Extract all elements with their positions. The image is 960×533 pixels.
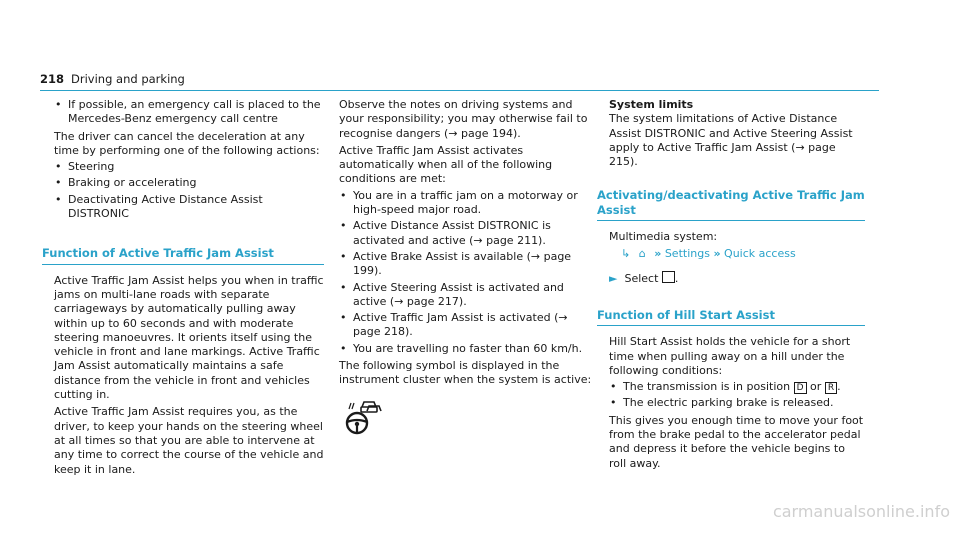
- multimedia-label: Multimedia system:: [609, 230, 718, 244]
- symbol-intro-text: The following symbol is displayed in the instrument cluster when the system is active:: [339, 359, 592, 387]
- chevron-right-icon: »: [654, 247, 662, 261]
- function-description: Active Traffic Jam Assist helps you when in traffic jams on multi-lane roads with separate carriageways by automatically pulling away within up to 60 seconds and with moderate steering manoeuvres. It orients itself using the vehicle in front and lane markings. Active Traffic Jam Assist automatically maintains a safe distance from the vehicle in front and vehicles cutting in.: [54, 273, 324, 402]
- driver-requirement-text: Active Traffic Jam Assist requires you, as the driver, to keep your hands on the steering wheel at all times so that you are able to intervene at any time to correct the course of the vehicle and keep it in lane.: [54, 405, 324, 476]
- condition-steering-assist: • Active Steering Assist is activated and active (→ page 217).: [339, 281, 596, 310]
- heading-hill-start-assist: Function of Hill Start Assist: [597, 308, 865, 326]
- menu-path: [609, 247, 865, 261]
- hill-condition-transmission: • The transmission is in position D or R .: [609, 380, 865, 394]
- list-item-steering: • Steering: [54, 160, 324, 174]
- select-step: ► Select .: [609, 271, 679, 285]
- hill-start-time-text: This gives you enough time to move your foot from the brake pedal to the accelerator pedal and depress it before the vehicle begins to roll away.: [609, 413, 864, 470]
- system-limits-text: The system limitations of Active Distance Assist DISTRONIC and Active Steering Assist apply to Active Traffic Jam Assist (→ page 215).: [609, 112, 853, 169]
- hill-condition-parking-brake: • The electric parking brake is released.: [609, 396, 865, 410]
- key-r: R: [825, 382, 837, 394]
- column-1: [42, 98, 324, 477]
- system-limits-title: System limits: [609, 98, 694, 111]
- select-label: Select: [624, 271, 659, 285]
- list-item-deactivating: • Deactivating Active Distance Assist DISTRONIC: [54, 193, 324, 222]
- traffic-jam-assist-button-icon: [662, 271, 675, 283]
- condition-speed: • You are travelling no faster than 60 km/h.: [339, 342, 596, 356]
- watermark: carmanualsonline.info: [772, 502, 950, 521]
- chevron-right-icon: »: [713, 247, 721, 261]
- home-icon: ⌂: [638, 247, 646, 261]
- menu-settings: Settings: [664, 247, 710, 261]
- condition-traffic-jam: • You are in a traffic jam on a motorway or high-speed major road.: [339, 189, 596, 218]
- cancel-deceleration-text: The driver can cancel the deceleration at any time by performing one of the following actions:: [54, 129, 320, 157]
- menu-quick-access: Quick access: [724, 247, 796, 261]
- submenu-arrow-icon: ↳: [621, 247, 631, 261]
- hill-start-description: Hill Start Assist holds the vehicle for a short time when pulling away on a hill under the following conditions:: [609, 335, 851, 377]
- section-title: Driving and parking: [71, 72, 185, 86]
- observe-notes-text: Observe the notes on driving systems and your responsibility; you may otherwise fail to recognise dangers (→ page 194).: [339, 98, 588, 140]
- bullet-emergency-call: • If possible, an emergency call is placed to the Mercedes-Benz emergency call centre: [54, 98, 324, 127]
- heading-activating-deactivating: Activating/deactivating Active Traffic Jam Assist: [597, 188, 865, 221]
- list-item-braking: • Braking or accelerating: [54, 176, 324, 190]
- page-number: 218: [40, 72, 65, 86]
- condition-brake-assist: • Active Brake Assist is available (→ page 199).: [339, 250, 596, 279]
- condition-traffic-jam-assist: • Active Traffic Jam Assist is activated (→ page 218).: [339, 311, 596, 340]
- page-header: [40, 72, 185, 86]
- header-rule: [40, 90, 879, 91]
- column-3: [597, 98, 865, 471]
- column-2: [339, 98, 596, 436]
- heading-function-traffic-jam: Function of Active Traffic Jam Assist: [42, 246, 324, 264]
- condition-distronic: • Active Distance Assist DISTRONIC is activated and active (→ page 211).: [339, 219, 596, 248]
- traffic-jam-assist-steering-icon: [343, 398, 383, 436]
- key-d: D: [794, 382, 807, 394]
- step-arrow-icon: ►: [609, 271, 618, 285]
- activation-conditions-text: Active Traffic Jam Assist activates automatically when all of the following conditions are met:: [339, 143, 553, 186]
